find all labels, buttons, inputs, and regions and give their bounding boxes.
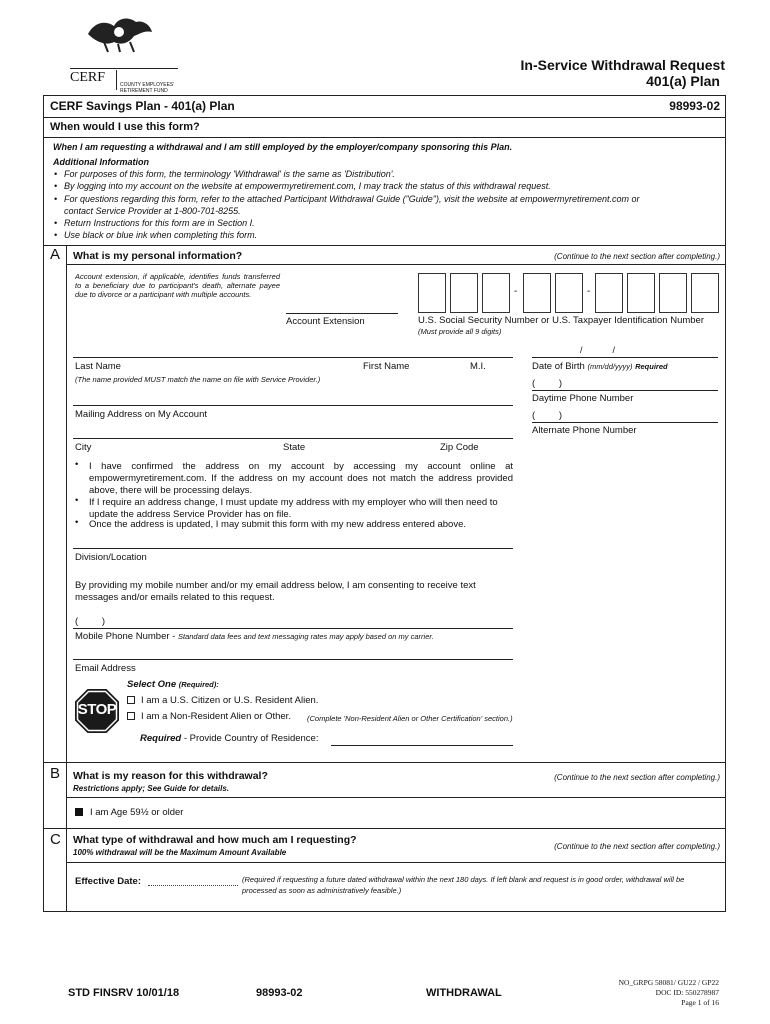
section-a-continue: (Continue to the next section after completing.) [554, 252, 720, 261]
section-c-letter: C [50, 831, 61, 848]
address-bullet: • Once the address is updated, I may submit this form with my new address entered above. [75, 517, 467, 530]
select-one-label: Select One [127, 679, 177, 690]
daytime-phone-paren: ( ) [532, 378, 563, 389]
consent-text: By providing my mobile number and/or my email address below, I am consenting to receive text messages and/or emails related to this request. [75, 580, 476, 603]
mobile-paren: ( ) [75, 616, 106, 627]
when-heading: When would I use this form? [50, 121, 200, 133]
option-age-59[interactable]: I am Age 59½ or older [75, 807, 183, 818]
dob-label: Date of Birth [532, 361, 585, 372]
footer-doc-id: DOC ID: 550278987 [655, 988, 719, 997]
country-field[interactable] [331, 730, 513, 745]
dob-format: (mm/dd/yyyy) [587, 362, 633, 371]
address-bullet: • If I require an address change, I must update my address with my employer who will then need to update the address Service Provider has on file. [75, 495, 498, 520]
filled-square-icon [75, 808, 83, 816]
first-name-label: First Name [363, 361, 410, 372]
mailing-address-label: Mailing Address on My Account [75, 409, 208, 420]
ssn-label: U.S. Social Security Number or U.S. Taxpayer Identification Number [418, 315, 704, 326]
form-title-line2: 401(a) Plan [646, 73, 720, 89]
email-label: Email Address [75, 663, 136, 674]
section-c-subheading: 100% withdrawal will be the Maximum Amount Available [73, 848, 287, 857]
section-b-continue: (Continue to the next section after completing.) [554, 773, 720, 782]
logo-text: CERF [70, 70, 106, 85]
dob-slashes: / / [580, 345, 616, 355]
daytime-phone-field[interactable] [532, 375, 718, 390]
zip-label: Zip Code [440, 442, 479, 453]
daytime-phone-label: Daytime Phone Number [532, 393, 634, 404]
section-b-subheading: Restrictions apply; See Guide for details. [73, 784, 230, 793]
form-number: 98993-02 [669, 99, 720, 113]
mobile-label: Mobile Phone Number [75, 631, 170, 642]
select-one-group [127, 679, 219, 690]
account-ext-label: Account Extension [286, 316, 365, 327]
plan-name: CERF Savings Plan - 401(a) Plan [50, 99, 235, 113]
footer-code: NO_GRPG 58081/ GU22 / GP22 [618, 978, 719, 987]
mobile-note: Standard data fees and text messaging rates may apply based on my carrier. [177, 632, 434, 641]
eagle-emblem-icon [84, 12, 154, 54]
alt-phone-paren: ( ) [532, 410, 563, 421]
checkbox-citizen[interactable] [127, 696, 135, 704]
effective-date-label: Effective Date: [75, 876, 141, 887]
footer-right: WITHDRAWAL [426, 987, 502, 999]
division-label: Division/Location [75, 552, 147, 563]
footer-center: 98993-02 [256, 987, 303, 999]
dob-label-group [532, 361, 668, 372]
option-nonresident[interactable]: I am a Non-Resident Alien or Other. [127, 711, 291, 722]
logo [70, 12, 190, 92]
info-heading: Additional Information [53, 157, 149, 167]
checkbox-nonresident[interactable] [127, 712, 135, 720]
stop-sign-icon [74, 688, 120, 734]
city-state-zip-field[interactable] [73, 422, 513, 438]
dob-field[interactable] [532, 340, 718, 357]
info-bullet: • By logging into my account on the website at empowermyretirement.com, I may track the status of this withdrawal request. [64, 181, 551, 191]
info-bullet: • Return Instructions for this form are in Section I. [64, 218, 255, 228]
dob-required: Required [635, 362, 668, 371]
alt-phone-label: Alternate Phone Number [532, 425, 637, 436]
nonresident-note: (Complete 'Non-Resident Alien or Other Certification' section.) [307, 714, 513, 723]
country-label: - Provide Country of Residence: [183, 733, 319, 744]
address-bullet: • I have confirmed the address on my account by accessing my account online at empowermyretirement.com. If the address on my account does not match the address provided above, there will be processing delays. [75, 459, 513, 496]
footer-left: STD FINSRV 10/01/18 [68, 987, 180, 999]
effective-date-note: (Required if requesting a future dated withdrawal within the next 180 days. If left blank and request is in good order, withdrawal will be processed as soon as administratively feasible.) [242, 875, 685, 895]
email-field[interactable] [73, 643, 513, 659]
mobile-label-group: Mobile Phone Number - Standard data fees and text messaging rates may apply based on my carrier. [75, 631, 434, 642]
footer-page: Page 1 of 16 [681, 998, 719, 1007]
mobile-phone-field[interactable] [73, 613, 513, 628]
mailing-address-field[interactable] [73, 389, 513, 405]
info-bullet: • Use black or blue ink when completing this form. [64, 230, 257, 240]
state-label: State [283, 442, 306, 453]
info-bullet: • For questions regarding this form, refer to the attached Participant Withdrawal Guide ("Guide"), visit the website at empowermyretirement.com or [64, 194, 640, 204]
effective-date-field[interactable] [148, 872, 238, 886]
alt-phone-field[interactable] [532, 407, 718, 422]
logo-sub-1: COUNTY EMPLOYEES' [120, 82, 175, 88]
last-name-label: Last Name [75, 361, 121, 372]
option-citizen[interactable]: I am a U.S. Citizen or U.S. Resident Alien. [127, 695, 318, 706]
division-field[interactable] [73, 532, 513, 548]
city-label: City [75, 442, 92, 453]
section-c-heading: What type of withdrawal and how much am I requesting? [73, 834, 357, 846]
name-note: (The name provided MUST match the name on file with Service Provider.) [75, 375, 321, 384]
stop-sign-text: STOP [77, 701, 117, 718]
country-required: Required [140, 733, 182, 744]
info-bullet: • For purposes of this form, the terminology 'Withdrawal' is the same as 'Distribution'. [64, 169, 395, 179]
section-c-continue: (Continue to the next section after completing.) [554, 842, 720, 851]
account-extension-field[interactable] [286, 296, 398, 313]
mi-label: M.I. [470, 361, 486, 372]
when-lead: When I am requesting a withdrawal and I am still employed by the employer/company sponsoring this Plan. [53, 142, 513, 152]
logo-sub-2: RETIREMENT FUND [120, 88, 168, 94]
select-one-required: (Required): [178, 680, 219, 689]
form-title-line1: In-Service Withdrawal Request [520, 57, 725, 73]
info-bullet-cont: contact Service Provider at 1-800-701-8255. [64, 206, 241, 216]
section-b-letter: B [50, 765, 61, 782]
account-ext-note: Account extension, if applicable, identifies funds transferred to a beneficiary due to participant's death, alternate payee due to divorce or a participant with multiple accounts. [75, 272, 280, 299]
section-b-heading: What is my reason for this withdrawal? [73, 770, 268, 782]
section-a-heading: What is my personal information? [73, 250, 243, 262]
country-group [140, 733, 318, 744]
name-field[interactable] [73, 340, 513, 357]
section-a-letter: A [50, 246, 61, 263]
ssn-note: (Must provide all 9 digits) [418, 327, 502, 336]
